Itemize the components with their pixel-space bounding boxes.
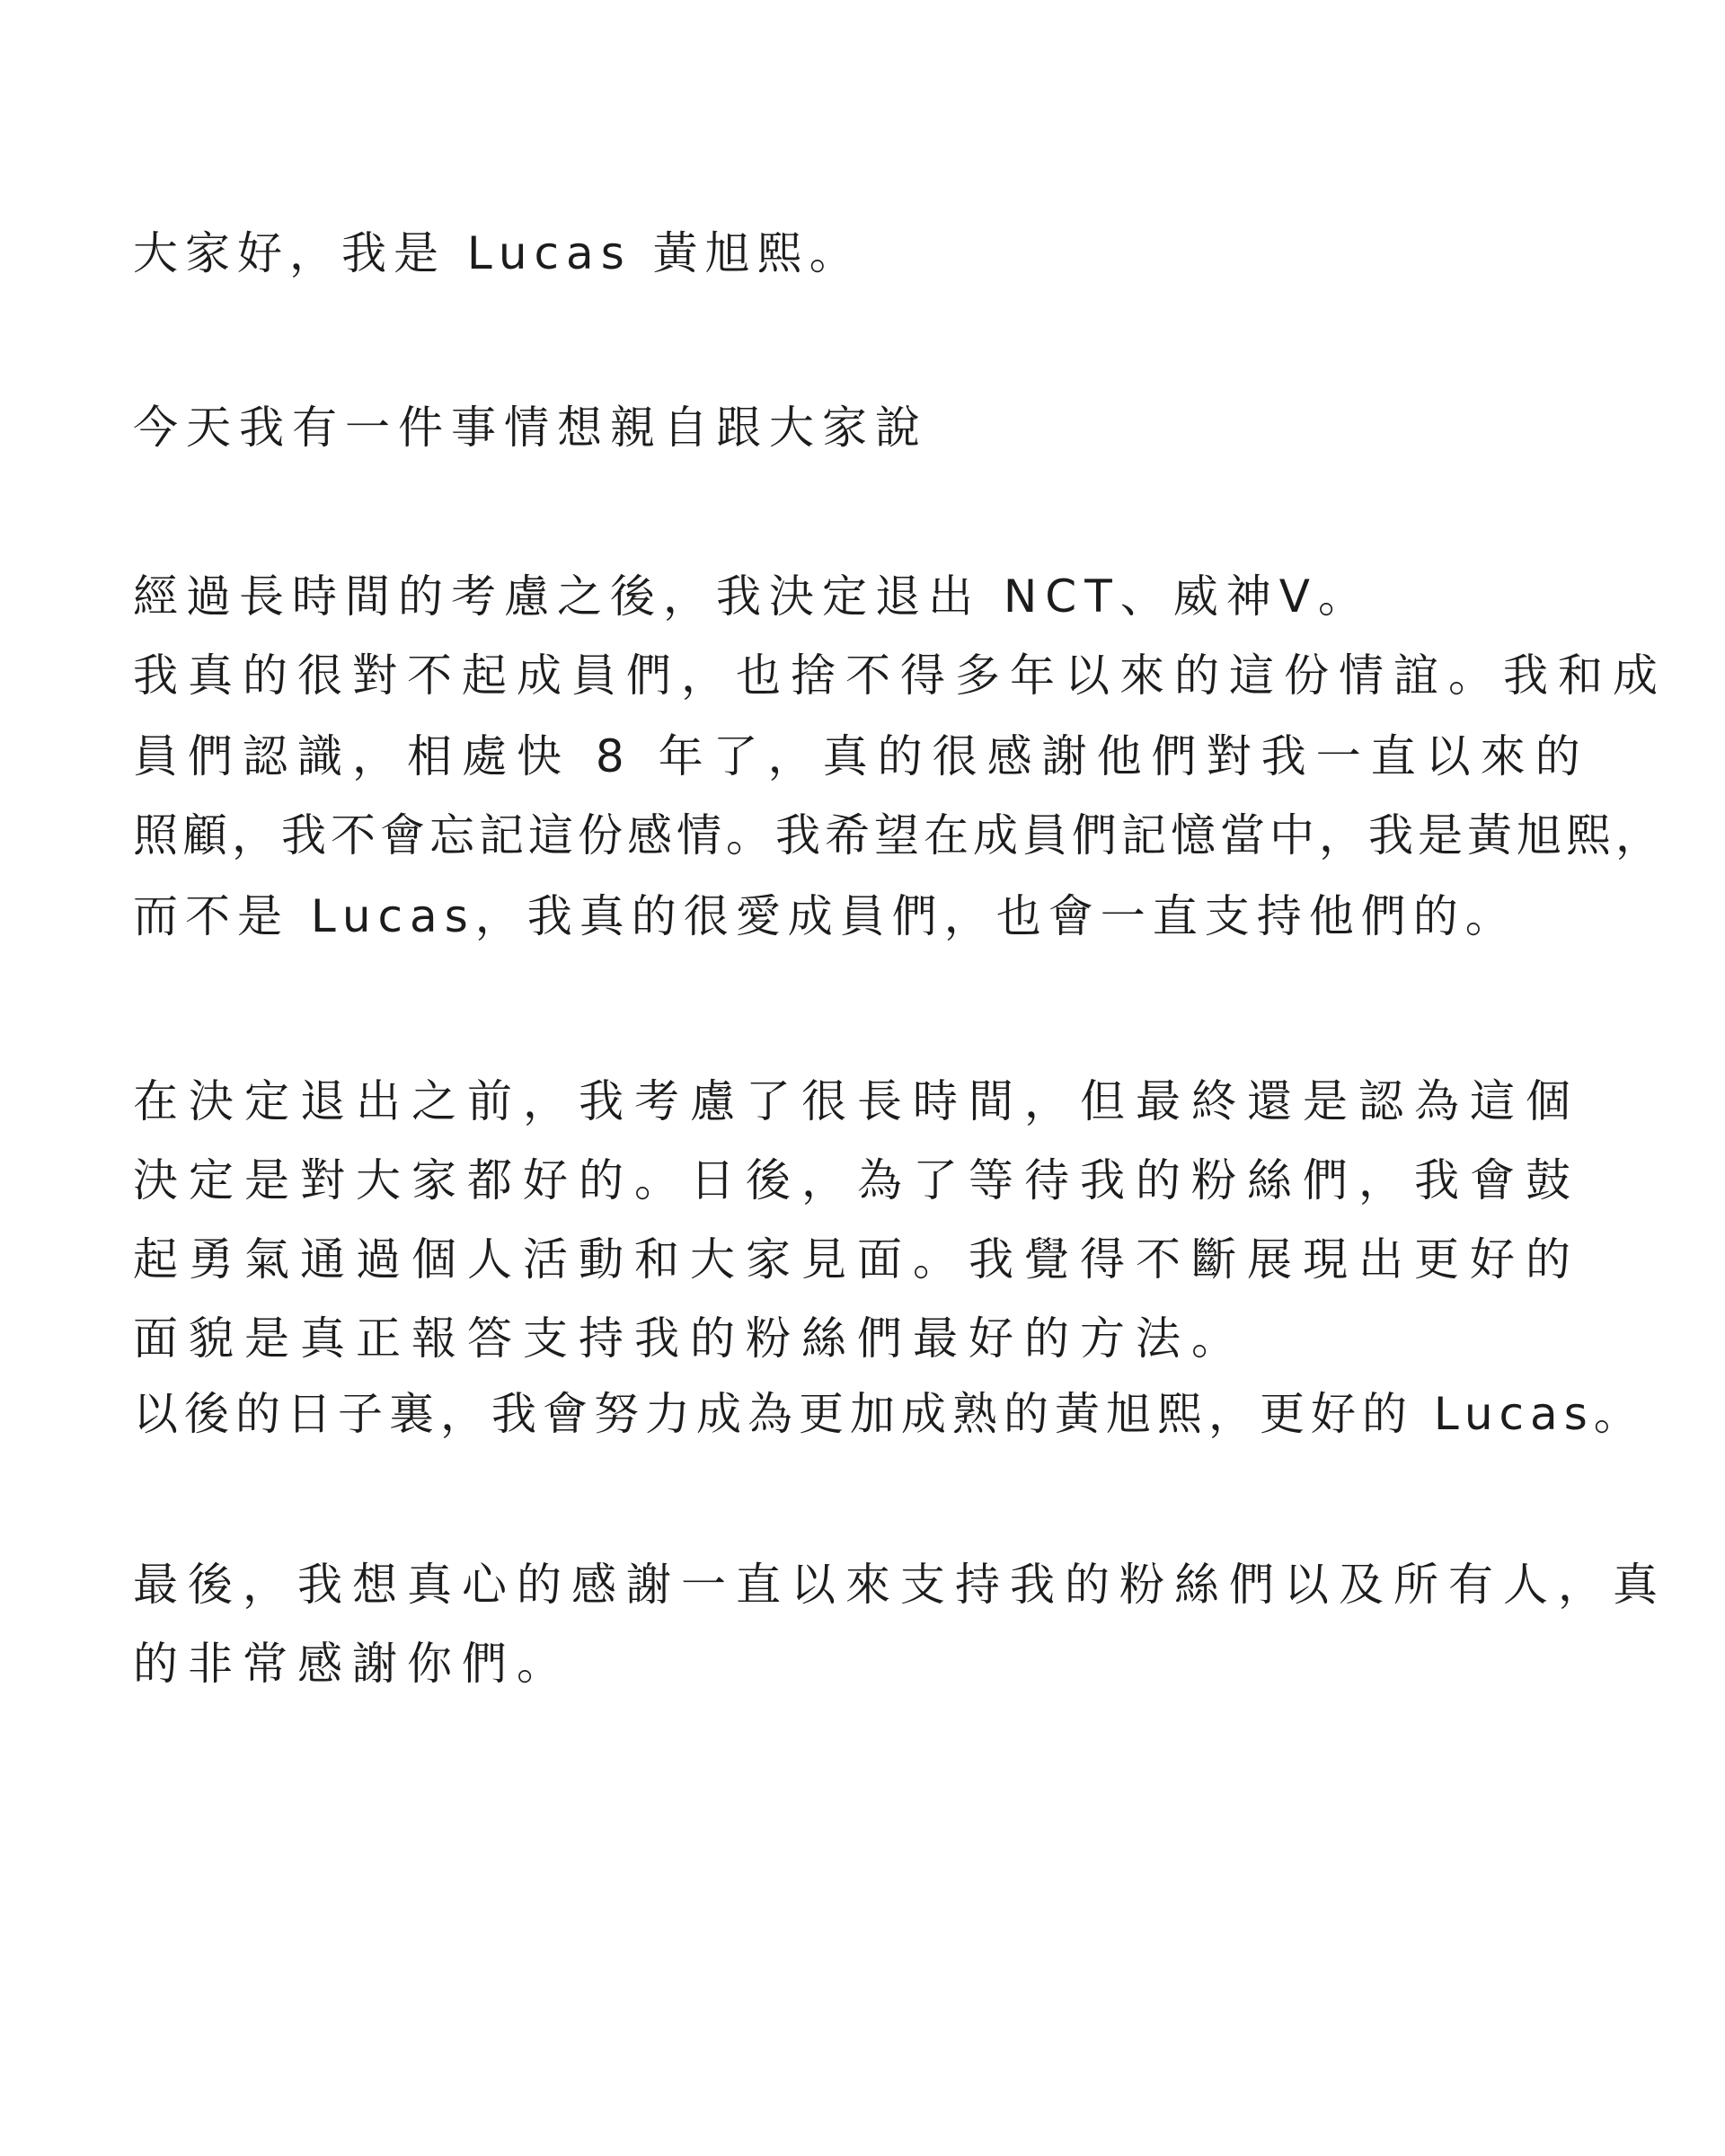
paragraph-3-line-2: 的非常感謝你們。 (133, 1638, 571, 1690)
paragraph-2-line-2: 決定是對大家都好的。日後，為了等待我的粉絲們，我會鼓 (133, 1154, 1581, 1206)
paragraph-2-line-4: 面貌是真正報答支持我的粉絲們最好的方法。 (133, 1312, 1247, 1365)
paragraph-1-line-2: 我真的很對不起成員們，也捨不得多年以來的這份情誼。我和成 (133, 649, 1668, 702)
paragraph-2-line-1: 在決定退出之前，我考慮了很長時間，但最終還是認為這個 (133, 1075, 1581, 1127)
paragraph-1-line-1: 經過長時間的考慮之後，我決定退出 NCT、威神V。 (133, 570, 1371, 623)
paragraph-2-line-5: 以後的日子裏，我會努力成為更加成熟的黃旭熙，更好的 Lucas。 (133, 1388, 1645, 1440)
paragraph-1-line-5: 而不是 Lucas，我真的很愛成員們，也會一直支持他們的。 (133, 890, 1517, 942)
paragraph-1-line-4: 照顧，我不會忘記這份感情。我希望在成員們記憶當中，我是黃旭熙， (133, 809, 1665, 862)
letter-intro: 今天我有一件事情想親自跟大家說 (133, 402, 928, 454)
paragraph-3-line-1: 最後，我想真心的感謝一直以來支持我的粉絲們以及所有人，真 (133, 1559, 1668, 1611)
paragraph-1-line-3: 員們認識，相處快 8 年了，真的很感謝他們對我一直以來的 (133, 730, 1590, 782)
letter-greeting: 大家好，我是 Lucas 黃旭熙。 (133, 227, 862, 279)
paragraph-2-line-3: 起勇氣通過個人活動和大家見面。我覺得不斷展現出更好的 (133, 1233, 1581, 1286)
